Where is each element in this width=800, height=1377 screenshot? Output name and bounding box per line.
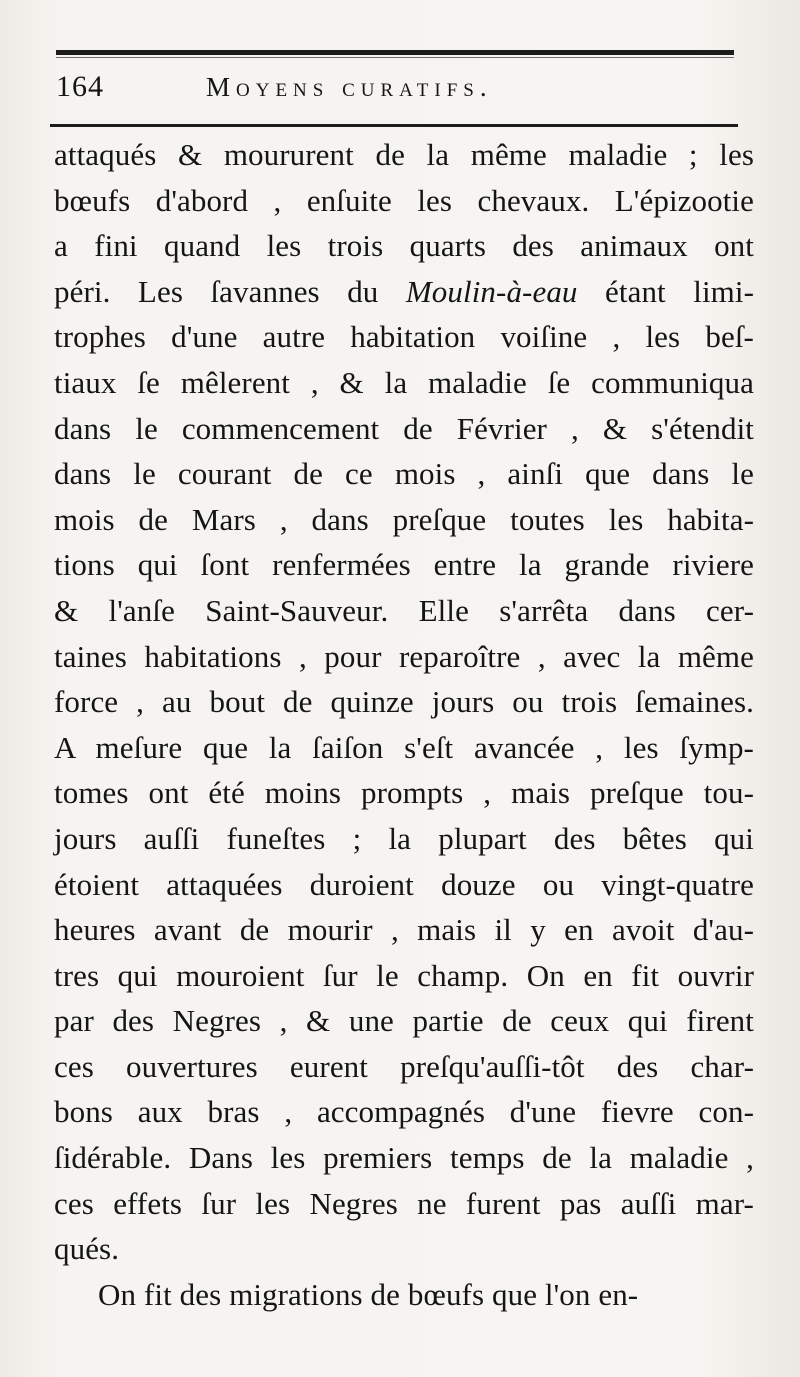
page-number: 164 bbox=[56, 70, 104, 103]
text-line: heures avant de mourir , mais il y en avoit d'au- bbox=[54, 912, 754, 948]
text-line: taines habitations , pour reparoître , avec la même bbox=[54, 638, 754, 674]
text-run: péri. Les ſavannes du bbox=[54, 273, 406, 309]
header-rule-thin bbox=[56, 57, 734, 58]
paragraph-start-line: On fit des migrations de bœufs que l'on en- bbox=[98, 1276, 639, 1312]
text-line bbox=[54, 269, 754, 315]
text-line: tiaux ſe mêlerent , & la maladie ſe communiqua bbox=[54, 364, 754, 400]
text-line: A meſure que la ſaiſon s'eſt avancée , les ſymp- bbox=[54, 729, 754, 765]
text-line: force , au bout de quinze jours ou trois ſemaines. bbox=[54, 684, 754, 720]
text-line: tions qui ſont renfermées entre la grande riviere bbox=[54, 547, 754, 583]
running-title: Moyens curatifs. bbox=[206, 72, 493, 102]
text-line: trophes d'une autre habitation voiſine , les beſ- bbox=[54, 319, 754, 355]
text-line: par des Negres , & une partie de ceux qui firent bbox=[54, 1003, 754, 1039]
text-line: étoient attaquées duroient douze ou vingt-quatre bbox=[54, 866, 754, 902]
text-line: attaqués & moururent de la même maladie ; les bbox=[54, 137, 754, 172]
running-header bbox=[56, 64, 736, 112]
text-line: ſidérable. Dans les premiers temps de la maladie , bbox=[54, 1140, 754, 1176]
text-line: dans le commencement de Février , & s'étendit bbox=[54, 410, 754, 446]
header-rule-top bbox=[56, 50, 734, 55]
text-line: jours auſſi funeſtes ; la plupart des bêtes qui bbox=[54, 820, 754, 856]
italic-place-name: Moulin-à-eau bbox=[405, 273, 578, 309]
text-line: bons aux bras , accompagnés d'une fievre con- bbox=[54, 1094, 754, 1130]
text-line: ces effets ſur les Negres ne furent pas auſſi mar- bbox=[54, 1185, 754, 1221]
text-line: tres qui mouroient ſur le champ. On en fit ouvrir bbox=[54, 957, 754, 993]
text-run: étant limi- bbox=[577, 273, 755, 309]
text-line: & l'anſe Saint-Sauveur. Elle s'arrêta dans cer- bbox=[54, 592, 754, 628]
text-line: dans le courant de ce mois , ainſi que dans le bbox=[54, 456, 754, 492]
header-rule-bottom bbox=[50, 124, 738, 127]
text-line: qués. bbox=[54, 1231, 120, 1267]
text-line: tomes ont été moins prompts , mais preſque tou- bbox=[54, 775, 754, 811]
text-line: bœufs d'abord , enſuite les chevaux. L'épizootie bbox=[54, 182, 754, 218]
text-line: mois de Mars , dans preſque toutes les habita- bbox=[54, 501, 754, 537]
body-text bbox=[54, 132, 754, 1317]
text-line: a fini quand les trois quarts des animaux ont bbox=[54, 228, 754, 264]
text-line: ces ouvertures eurent preſqu'auſſi-tôt des char- bbox=[54, 1048, 754, 1084]
